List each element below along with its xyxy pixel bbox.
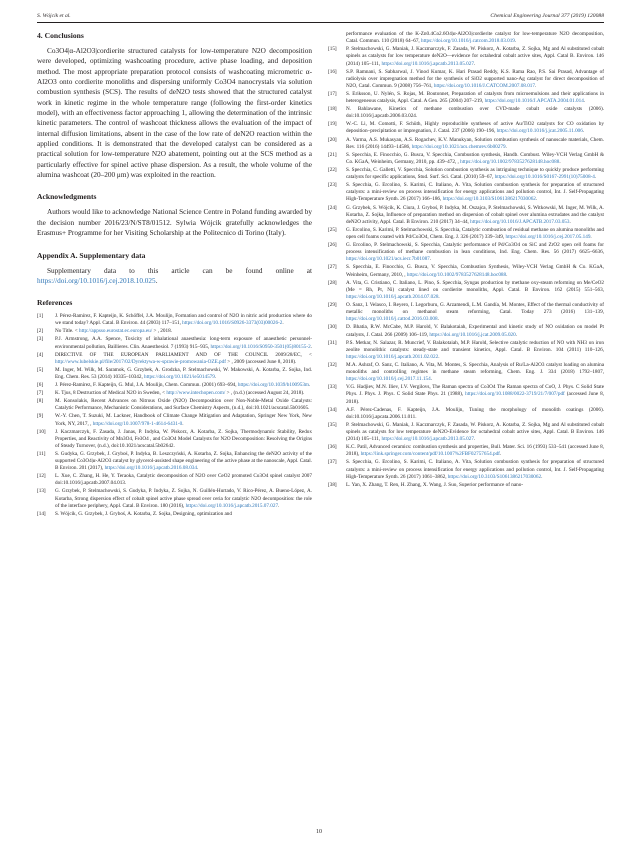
reference-link[interactable]: https://doi.org/10.1016/J.APCATA.2004.01.014 (484, 98, 584, 105)
reference-item (37, 313, 312, 327)
reference-number: [1] (37, 313, 44, 320)
reference-item (328, 264, 604, 278)
reference-link[interactable]: https://doi.org/10.1016/j.cej.2017.11.154 (346, 376, 431, 383)
reference-link[interactable]: http://www.intechopen.com/ (166, 390, 226, 397)
reference-text: P. Stelmachowski, G. Maniak, J. Kaczmarczyk, F. Zasada, W. Piskorz, A. Kotarba, Z. Sojka, Mg and Al substituted cobalt spinels as catalysts for low temperature deN2O-Evidence for octahedral cobalt active sites, Appl. Catal. B Environ. 146 (2014) 105–111, https://doi.org/10.1016/j.apcatb.2013.05.027. (346, 421, 604, 443)
reference-text: No Title. < http://appsso.eurostat.ec.europa.eu/ > , 2018. (55, 328, 172, 335)
reference-link[interactable]: http://www.lubelskie.pl/file/2017/02/Dyrektywa-w-sprawie-promowania-OZE.pdf (55, 358, 226, 365)
reference-item (37, 390, 312, 397)
reference-link[interactable]: https://doi.org/10.1016/j.catcom.2018.03.019 (421, 38, 515, 45)
conclusions-text: Co3O4|α-Al2O3|cordierite structured catalysts for low-temperature N2O decomposition were developed, optimizing washcoating procedure, active phase loading, and deposition method. The most appropriate preparation protocol consists of washcoating micrometric α-Al2O3 onto cordierite monoliths and dispersing uniformly Co3O4 nanocrystals via solution combustion synthesis (SCS). The results of deN2O tests showed that the structured catalyst work in kinetic regime in the whole temperature range (following the first-order kinetics model), with an effectiveness factor approaching 1, allowing the determination of the intrinsic kinetic parameters. The control of washcoat thickness allows the evaluation of the impact of internal diffusion limitations, absent in the case of the low rate of deN2O reaction within the applied conditions. It is demonstrated that the developed catalyst can be considered as a practical solution for low-temperature N2O abatement, pointing out at the SCS method as a particularly effective for spinel active phase dispersion. As a result, the whole volume of the alumina washcoat (20–200 μm) was exploited in the reaction. (37, 47, 312, 180)
reference-number: [24] (328, 204, 337, 211)
reference-text: D. Bhatia, R.W. McCabe, M.P. Harold, V. Balakotaiah, Experimental and kinetic study of NO oxidation on model Pt catalysts, J. Catal. 266 (2009) 106–119, https://doi.org/10.1016/j.jcat.2009.05.020. (346, 324, 604, 338)
reference-text: M. Konsolakis, Recent Advances on Nitrous Oxide (N2O) Decomposition over Non-Noble-Metal Oxide Catalysts: Catalytic Performance, Mechanistic Considerations, and Surface Chemistry Aspects, (n.d.), doi:10.1021/acscatal.5b01605. (55, 398, 312, 412)
reference-item (328, 324, 604, 338)
reference-link[interactable]: https://doi.org/10.1016/S0950-3501(05)80155-2 (210, 343, 311, 350)
reference-number: [32] (328, 361, 337, 368)
reference-text: A. Varma, A.S. Mukasyan, A.S. Rogachev, K.V. Manukyan, Solution combustion synthesis of nanoscale materials, Chem. Rev. 116 (2016) 14493–14586, https://doi.org/10.1021/acs.chemrev.6b00279. (346, 136, 604, 150)
reference-item (328, 459, 604, 480)
reference-number: [33] (328, 384, 337, 391)
reference-text: W.-Y. Chen, T. Suzuki, M. Lackner, Handbook of Climate Change Mitigation and Adaptation, Springer New York, New York, NY, 2017, , https://doi.org/10.1007/978-1-4614-6431-0. (55, 413, 312, 427)
reference-number: [23] (328, 182, 337, 189)
reference-link[interactable]: https://doi.org/10.1016/j.jcat.2005.11.006 (496, 128, 583, 135)
supplementary-data-link[interactable]: https://doi.org/10.1016/j.cej.2018.10.025 (37, 276, 156, 285)
acknowledgments-heading: Acknowledgments (37, 192, 97, 202)
reference-number: [6] (37, 382, 44, 389)
reference-text: S. Specchia, E. Finocchio, G. Busca, V. Specchia, Combustion synthesis, Handb. Combust. Wiley-VCH Verlag GmbH & Co. KGaA, Weinheim, Germany, 2010, pp. 439–472, , https://doi.org/10.1002/9783527628148.hoc088. (346, 151, 604, 165)
reference-number: [28] (328, 279, 337, 286)
reference-item (328, 362, 604, 383)
reference-text: J. Pérez-Ramírez, F. Kapteijn, K. Schöffel, J.A. Moulijn, Formation and control of N2O in nitric acid production where do we stand today? Appl. Catal. B Environ. 44 (2003) 117–151, https://doi.org/10.1016/S0926-3373(03)00026-2. (55, 313, 312, 327)
reference-link[interactable]: https://doi.org/10.1039/b100953m (237, 382, 309, 389)
left-column (37, 31, 312, 519)
reference-link[interactable]: https://link.springer.com/content/pdf/10.1007%2FBF02757654.pdf (360, 451, 500, 458)
reference-text: S. Specchia, C. Galletti, V. Specchia, Solution combustion synthesis as intriguing technique to quickly produce performing catalysts for specific applications, Stud. Surf. Sci. Catal. (2010) 59–67, https://doi.org/10.1016/S0167-2991(10)75008-4. (346, 166, 604, 181)
reference-text: K.C. Patil, Advanced ceramics: combustion synthesis and properties, Bull. Mater. Sci. 16 (1993) 533–541 (accessed June 8, 2018), https://link.springer.com/content/pdf/10.1007%2FBF02757654.pdf. (346, 444, 604, 458)
reference-link[interactable]: https://doi.org/10.1016/j.cej.2017.05.149 (505, 234, 591, 241)
reference-number: [34] (328, 406, 337, 413)
reference-link[interactable]: https://doi.org/10.1016/S0167-2991(10)75008-4 (494, 174, 595, 181)
reference-item (328, 121, 604, 135)
reference-number: [4] (37, 351, 44, 358)
references-list-right (328, 31, 604, 489)
references-list-left (37, 313, 312, 518)
reference-item (37, 473, 312, 487)
reference-text: S. Gudyka, G. Grzybek, J. Gryboś, P. Indyka, B. Leszczyński, A. Kotarba, Z. Sojka, Enhancing the deN2O activity of the supported Co3O4|α-Al2O3 catalyst by glycerol-assisted shape engineering of the active phase at the nanoscale, Appl. Catal. B Environ. 201 (2017), https://doi.org/10.1016/j.apcatb.2016.08.034. (55, 450, 313, 472)
reference-item (328, 91, 604, 105)
reference-item (328, 182, 604, 203)
reference-number: [29] (328, 301, 337, 308)
reference-text: P. Stelmachowski, G. Maniak, J. Kaczmarczyk, F. Zasada, W. Piskorz, A. Kotarba, Z. Sojka, Mg and Al substituted cobalt spinels as catalysts for low temperature deN2O—evidence for octahedral cobalt active sites, Appl. Catal B. Environ. 146 (2014) 105–111, https://doi.org/10.1016/j.apcatb.2013.05.027. (346, 46, 604, 67)
reference-text: S. Specchia, G. Ercolino, S. Karimi, C. Italiano, A. Vita, Solution combustion synthesis for preparation of structured catalysts: a mini-review on process intensification for energy applications and pollution control, Int. J. Self-Propagating High-Temperature Synth. 26 (2017) 1061–3862, https://doi.org/10.3103/S1061386217030062. (346, 459, 604, 480)
reference-item (328, 482, 604, 489)
reference-number: [9] (37, 413, 44, 420)
reference-link[interactable]: https://doi.org/10.1016/j.apcatb.2011.02.022 (346, 353, 439, 360)
reference-text: G. Ercolino, S. Karimi, P. Stelmachowski, S. Specchia, Catalytic combustion of residual methane on alumina monoliths and open cell foams coated with Pd/Co3O4, Chem. Eng. J. 326 (2017) 339–349, https://doi.org/10.1016/j.cej.2017.05.149. (346, 226, 604, 241)
reference-link[interactable]: https://doi.org/10.1002/9783527628148.hoc088 (406, 271, 507, 278)
reference-item (328, 205, 604, 226)
running-header-journal: Chemical Engineering Journal 377 (2019) 120088 (490, 13, 604, 19)
reference-item (328, 422, 604, 443)
header-rule (37, 22, 604, 23)
reference-item (37, 451, 312, 472)
reference-link[interactable]: https://doi.org/10.1007/978-1-4614-6431-0 (92, 420, 183, 427)
reference-item (37, 367, 312, 381)
reference-number: [27] (328, 264, 337, 271)
reference-number: [8] (37, 398, 44, 405)
reference-item (37, 413, 312, 427)
reference-text: G. Grzybek, P. Stelmachowski, S. Gudyka, P. Indyka, Z. Sojka, N. Guillén-Hurtado, V. Rico-Pérez, A. Bueno-López, A. Kotarba, Strong dispersion effect of cobalt spinel active phase spread over ceria for catalytic N2O decomposition: the role of the interface periphery, Appl. Catal. B Environ. 180 (2016), https://doi.org/10.1016/j.apcatb.2015.07.027. (55, 488, 312, 509)
reference-item (328, 46, 604, 67)
reference-number: [22] (328, 166, 337, 173)
reference-link[interactable]: https://doi.org/10.1021/ie5014579 (144, 374, 215, 380)
reference-number: [15] (328, 46, 337, 53)
reference-item (37, 382, 312, 389)
reference-number: [26] (328, 242, 337, 249)
reference-link[interactable]: https://doi.org/10.1016/j.apcatb.2013.05.027 (381, 60, 474, 67)
reference-item (328, 106, 604, 120)
reference-number: [5] (37, 366, 44, 373)
reference-number: [20] (328, 136, 337, 143)
appendix-text-before: Supplementary data to this article can be found online at (47, 266, 312, 275)
running-header-authors: S. Wójcik et al. (37, 13, 71, 19)
reference-number: [3] (37, 336, 44, 343)
reference-item (328, 280, 604, 301)
reference-item (37, 398, 312, 412)
reference-link[interactable]: https://doi.org/10.1016/j.apcatb.2015.07.027 (185, 502, 279, 509)
reference-text: G. Grzybek, S. Wójcik, K. Ciura, J. Gryboś, P. Indyka, M. Oszajca, P. Stelmachowski, S. Witkowski, M. Inger, M. Wilk, A. Kotarba, Z. Sojka, Influence of preparation method on dispersion of cobalt spinel over alumina extrudates and the catalyst deN2O activity, Appl. Catal. B Environ. 210 (2017) 34–44, https://doi.org/10.1016/J.APCATB.2017.03.053. (346, 204, 604, 225)
reference-number: [2] (37, 328, 44, 335)
reference-number: [21] (328, 151, 337, 158)
page-number: 10 (316, 829, 322, 835)
reference-text: M.A. Ashraf, O. Sanz, C. Italiano, A. Vita, M. Montes, S. Specchia, Analysis of Ru/La-Al2O3 catalyst loading on alumina monoliths and controlling regimes in methane steam reforming, Chem. Eng. J. 334 (2018) 1792–1807, https://doi.org/10.1016/j.cej.2017.11.154. (346, 361, 604, 383)
reference-link[interactable]: https://doi.org/10.1002/9783527628148.hoc088 (460, 158, 560, 165)
reference-text: S. Eriksson, U. Nylén, S. Rojas, M. Boutonnet, Preparation of catalysts from microemulsions and their applications in heterogeneous catalysis, Appl. Catal. A Gen. 265 (2004) 207–219, https://doi.org/10.1016/J.APCATA.2004.01.014. (346, 90, 604, 105)
reference-text: L. Yan, X. Zhang, T. Ren, H. Zhang, X. Wang, J. Suo, Superior performance of nano- (346, 481, 524, 488)
reference-text: P.S. Metkar, N. Salazar, R. Muncrief, V. Balakotaiah, M.P. Harold, Selective catalytic reduction of NO with NH3 on iron zeolite monolithic catalysts: steady-state and transient kinetics, Appl. Catal. B Environ. 104 (2011) 110–126, https://doi.org/10.1016/j.apcatb.2011.02.022. (346, 339, 604, 360)
reference-number: [12] (37, 473, 46, 480)
reference-link[interactable]: https://doi.org/10.1016/j.apcatb.2014.07.028 (346, 293, 439, 300)
appendix-text-after: . (155, 276, 158, 285)
reference-link[interactable]: https://doi.org/10.1016/j.apcatb.2013.05.027 (381, 436, 474, 443)
reference-link[interactable]: https://doi.org/10.3103/S1061386217030062 (442, 196, 536, 203)
reference-item (37, 328, 312, 335)
reference-item (328, 384, 604, 405)
reference-number: [17] (328, 90, 337, 97)
reference-number: [31] (328, 339, 337, 346)
reference-item (37, 429, 312, 450)
reference-item (328, 242, 604, 263)
reference-text: S. Specchia, E. Finocchio, G. Busca, V. Specchia, Combustion Synthesis, Wiley-VCH Verlag GmbH & Co. KGaA, Weinheim, Germany, 2010, , https://doi.org/10.1002/9783527628148.hoc088. (346, 264, 604, 278)
reference-number: [7] (37, 390, 44, 397)
reference-item (328, 227, 604, 241)
acknowledgments-text: Authors would like to acknowledge National Science Centre in Poland funding awarded by the decision number 2016/23/N/ST8/01512. Sylwia Wójcik gratefully acknowledges the Erasmus+ Programme for her Visiting Scholarship at the Politecnico di Torino (Italy). (37, 208, 312, 238)
reference-link[interactable]: https://doi.org/10.1021/acs.chemrev.6b00279 (411, 143, 506, 150)
reference-link[interactable]: https://doi.org/10.1016/j.cattod.2016.03.008 (346, 316, 438, 323)
reference-link[interactable]: https://doi.org/10.1016/j.apcatb.2016.08.034 (104, 465, 197, 472)
reference-item (37, 511, 312, 518)
reference-item (328, 340, 604, 361)
reference-item (328, 137, 604, 151)
reference-link[interactable]: https://doi.org/10.1016/S0926-3373(03)00026-2 (182, 320, 283, 327)
reference-text: O. Sanz, I. Velasco, I. Reyero, I. Legorburu, G. Arzamendi, L.M. Gandía, M. Montes, Effect of the thermal conductivity of metallic monoliths on methanol steam reforming, Catal. Today 273 (2016) 131–139, https://doi.org/10.1016/j.cattod.2016.03.008. (346, 301, 604, 323)
reference-number: [37] (328, 459, 337, 466)
reference-item (37, 352, 312, 366)
reference-text: G. Ercolino, P. Stelmachowski, S. Specchia, Catalytic performance of Pd/Co3O4 on SiC and ZrO2 open cell foams for process intensification of methane combustion in lean conditions, Ind. Eng. Chem. Res. 56 (2017) 6625–6636, https://doi.org/10.1021/acs.iecr.7b01087. (346, 242, 604, 263)
conclusions-heading: 4. Conclusions (37, 31, 84, 40)
appendix-text (37, 266, 312, 287)
reference-text: DIRECTIVE OF THE EUROPEAN PARLIAMENT AND OF THE COUNCIL 2009/28/EC, < http://www.lubelskie.pl/file/2017/02/Dyrektywa-w-sprawie-promowania-OZE.pdf > , 2009 (accessed June 8, 2018). (55, 351, 312, 365)
reference-link[interactable]: https://doi.org/10.1088/0022-3719/21/7/007/pdf (465, 391, 565, 398)
reference-number: [36] (328, 444, 337, 451)
reference-text: J. Kaczmarczyk, F. Zasada, J. Janas, P. Indyka, W. Piskorz, A. Kotarba, Z. Sojka, Thermodynamic Stability, Redox Properties, and Reactivity of Mn3O4, Fe3O4 , and Co3O4 Model Catalysts for N2O Decomposition: Resolving the Origins of Steady Turnover, (n.d.), doi:10.1021/acscatal.5b02642. (55, 428, 312, 449)
reference-text: W.-C. Li, M. Comotti, F. Schüth, Highly reproducible syntheses of active Au/TiO2 catalysts for CO oxidation by deposition–precipitation or impregnation, J. Catal. 237 (2006) 190–196, https://doi.org/10.1016/j.jcat.2005.11.006. (346, 121, 604, 135)
reference-item (328, 152, 604, 166)
reference-item (328, 444, 604, 458)
reference-text: A. Vita, G. Cristiano, C. Italiano, L. Pino, S. Specchia, Syngas production by methane oxy-steam reforming on Me/CeO2 (Me = Rh, Pt, Ni) catalyst lined on cordierite monoliths, Appl. Catal. B Environ. 162 (2015) 551–563, https://doi.org/10.1016/j.apcatb.2014.07.028. (346, 279, 604, 300)
reference-number: [35] (328, 421, 337, 428)
reference-link[interactable]: https://doi.org/10.1016/J.APCATB.2017.03.053 (470, 218, 570, 225)
reference-number: [30] (328, 324, 337, 331)
reference-number: [13] (37, 488, 46, 495)
reference-link[interactable]: https://doi.org/10.1016/j.jcat.2009.05.020 (429, 331, 516, 338)
reference-text: K. Tjus, 8 Destruction of Medical N2O in Sweden, < http://www.intechopen.com/ > , (n.d.) (accessed August 24, 2018). (55, 390, 305, 397)
reference-item (328, 302, 604, 323)
reference-item (328, 69, 604, 90)
reference-item (328, 31, 604, 45)
reference-link[interactable]: https://doi.org/10.1016/J.CATCOM.2007.08.017 (433, 82, 535, 89)
reference-number: [10] (37, 428, 46, 435)
reference-number: [18] (328, 106, 337, 113)
reference-number: [11] (37, 450, 46, 457)
reference-link[interactable]: https://doi.org/10.1021/acs.iecr.7b01087 (346, 256, 430, 263)
reference-text: M. Inger, M. Wilk, M. Saramok, G. Grzybek, A. Grodzka, P. Stelmachowski, W. Makowski, A. Kotarba, Z. Sojka, Ind. Eng. Chem. Res. 53 (2014) 10335–10342, https://doi.org/10.1021/ie5014579. (55, 366, 312, 380)
reference-item (37, 336, 312, 350)
reference-link[interactable]: https://doi.org/10.3103/S1061386217030062 (447, 473, 542, 480)
references-heading: References (37, 298, 73, 308)
reference-number: [14] (37, 510, 46, 517)
reference-text: performance evaluation of the K-Zn0.4Co2.6O4|α-Al2O3|cordierite catalyst for low-temperature N2O decomposition, Catal. Commun. 110 (2018) 64–67, https://doi.org/10.1016/j.catcom.2018.03.019. (346, 31, 604, 45)
reference-text: L. Xue, C. Zhang, H. He, Y. Teraoka, Catalytic decomposition of N2O over CeO2 promoted Co3O4 spinel catalyst 2007 doi:10.1016/j.apcatb.2007.04.013. (55, 473, 312, 487)
appendix-heading: Appendix A. Supplementary data (37, 250, 146, 260)
reference-item (328, 167, 604, 181)
reference-number: [19] (328, 121, 337, 128)
reference-text: V.G. Hadjiev, M.N. Iliev, I.V. Vergilovs, The Raman spectra of Co3O4 The Raman spectra of CoO, J. Phys. C Solid State Phys. J. Phys. J. Phys. C Solid State Phys. 21 (1988), https://doi.org/10.1088/0022-3719/21/7/007/pdf (accessed June 8, 2018). (346, 384, 604, 405)
reference-text: P.J. Armstrong, A.A. Spence, Toxicity of inhalational anaesthesia: long-term exposure of anaesthetic personnel-environmental pollution, Baillieres. Clin. Anaesthesiol. 7 (1993) 915–935, https://doi.org/10.1016/S0950-3501(05)80155-2. (55, 336, 312, 350)
reference-link[interactable]: http://appsso.eurostat.ec.europa.eu/ (78, 328, 153, 335)
reference-text: J. Pérez-Ramírez, F. Kapteijn, G. Mul, J.A. Moulijn, Chem. Commun. (2001) 693–694, https://doi.org/10.1039/b100953m. (55, 382, 311, 389)
reference-number: [38] (328, 481, 337, 488)
reference-text: N. Bahlawane, Kinetics of methane combustion over CVD-made cobalt oxide catalysts (2006). doi:10.1016/j.apcatb.2006.03.024. (346, 106, 604, 120)
reference-text: S. Wójcik, G. Grzybek, J. Gryboś, A. Kotarba, Z. Sojka, Designing, optimization and (55, 510, 232, 517)
reference-number: [16] (328, 68, 337, 75)
reference-text: S. Specchia, G. Ercolino, S. Karimi, C. Italiano, A. Vita, Solution combustion synthesis for preparation of structured catalysts: a mini-review on process intensification for energy applications and pollution control, Int. J. Self-Propagating High-Temperature Synth. 26 (2017) 166–186, https://doi.org/10.3103/S1061386217030062. (346, 182, 604, 203)
right-column (328, 31, 604, 490)
reference-text: A.F. Pérez-Cadenas, F. Kapteijn, J.A. Moulijn, Tuning the morphology of monolith coatings (2006). doi:10.1016/j.apcata.2006.11.011. (346, 406, 604, 420)
reference-number: [25] (328, 226, 337, 233)
reference-text: S.P. Ramnani, S. Sabharwal, J. Vinod Kumar, K. Hari Prasad Reddy, K.S. Rama Rao, P.S. Sai Prasad, Advantage of radiolysis over impregnation method for the synthesis of SiO2 supported nano-Ag catalyst for direct decomposition of N2O, Catal. Commun. 9 (2008) 756–761, https://doi.org/10.1016/J.CATCOM.2007.08.017. (346, 68, 604, 89)
reference-item (328, 407, 604, 421)
reference-item (37, 488, 312, 509)
